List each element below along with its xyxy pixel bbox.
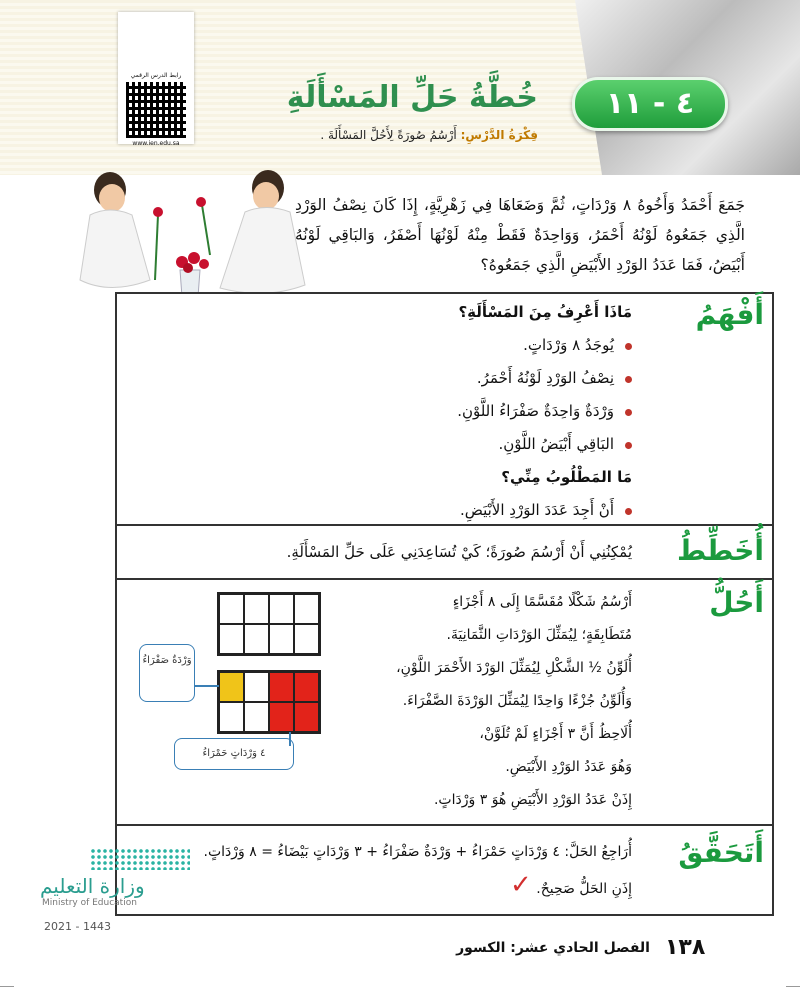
boy-robe bbox=[80, 210, 150, 288]
red-cell bbox=[294, 672, 319, 702]
fact-item: البَاقِي أَبْيَضُ اللَّوْنِ. bbox=[152, 428, 632, 461]
understand-heading: أَفْهَمُ bbox=[695, 298, 764, 331]
plan-section bbox=[115, 524, 774, 582]
solve-line: أُلَاحِظُ أَنَّ ٣ أَجْزَاءٍ لَمْ تُلَوَّنْ، bbox=[479, 726, 632, 742]
lesson-idea-label: فِكْرَةُ الدَّرْسِ: bbox=[460, 128, 538, 142]
solve-line: أَرْسُمُ شَكْلًا مُقَسَّمًا إِلَى ٨ أَجْزَاءٍ bbox=[452, 594, 632, 610]
understand-section bbox=[115, 292, 774, 528]
rose-stem bbox=[155, 215, 158, 280]
red-cell bbox=[269, 702, 294, 732]
grid-cell bbox=[269, 594, 294, 624]
white-cell bbox=[219, 702, 244, 732]
check-section bbox=[115, 824, 774, 916]
known-question: مَاذَا أَعْرِفُ مِنَ المَسْأَلَةِ؟ bbox=[458, 303, 632, 321]
solve-heading: أَحُلُّ bbox=[709, 586, 764, 619]
callout-connector bbox=[289, 732, 291, 746]
yellow-cell bbox=[219, 672, 244, 702]
fact-item: وَرْدَةٌ وَاحِدَةٌ صَفْرَاءُ اللَّوْنِ. bbox=[152, 395, 632, 428]
plan-heading: أُخَطِّطُ bbox=[676, 534, 764, 567]
ministry-logo bbox=[40, 848, 160, 918]
lesson-idea-text: أَرْسُمُ صُورَةً لِأَحُلَّ المَسْأَلَةَ . bbox=[320, 128, 457, 142]
checkmark-icon: ✓ bbox=[510, 870, 532, 900]
problem-statement: جَمَعَ أَحْمَدُ وَأَخُوهُ ٨ وَرْدَاتٍ، ثُمَّ وَضَعَاهَا فِي زَهْرِيَّةٍ، إِذَا كَانَ نِصْفُ الوَرْدِ الَّذِي جَمَعُوهُ لَوْنُهُ أَحْمَرُ، وَوَاحِدَةٌ فَقَطْ مِنْهُ لَوْنُهَا أَصْفَرُ، وَالبَاقِي لَوْنُهُ أَبْيَضُ، فَمَا عَدَدُ الوَرْدِ الأَبْيَضِ الَّذِي جَمَعُوهُ؟ bbox=[295, 196, 745, 274]
qr-url[interactable]: www.ien.edu.sa bbox=[132, 140, 180, 147]
chapter-title: الفصل الحادي عشر: الكسور bbox=[456, 940, 650, 956]
qr-caption: رابط الدرس الرقمي bbox=[130, 72, 182, 79]
ministry-name-en: Ministry of Education bbox=[42, 898, 137, 908]
white-cell bbox=[244, 702, 269, 732]
rose bbox=[199, 259, 209, 269]
solve-steps bbox=[362, 586, 632, 817]
fact-item: يُوجَدُ ٨ وَرْدَاتٍ. bbox=[152, 329, 632, 362]
grid-cell bbox=[294, 624, 319, 654]
white-cell bbox=[244, 672, 269, 702]
solve-line: مُتَطَابِقَةٍ؛ لِيُمَثِّلَ الوَرْدَاتِ الثَّمَانِيَةَ. bbox=[446, 627, 632, 643]
solve-line: إِذَنْ عَدَدُ الوَرْدِ الأَبْيَضِ هُوَ ٣ وَرْدَاتٍ. bbox=[433, 792, 632, 808]
solve-line: أُلَوِّنُ ½ الشَّكْلِ لِيُمَثِّلَ الوَرْدَ الأَحْمَرَ اللَّوْنِ، bbox=[396, 660, 632, 676]
rose-stem bbox=[202, 205, 210, 255]
lesson-number-badge bbox=[572, 77, 728, 131]
goal-question: مَا المَطْلُوبُ مِنِّي؟ bbox=[501, 468, 632, 486]
qr-card[interactable] bbox=[118, 12, 194, 147]
boy-face bbox=[99, 184, 125, 212]
rose bbox=[188, 252, 200, 264]
yellow-callout-text: وَرْدَةٌ صَفْرَاءُ bbox=[142, 655, 192, 666]
check-content bbox=[132, 836, 632, 906]
red-cell bbox=[269, 672, 294, 702]
grid-cell bbox=[219, 624, 244, 654]
crop-mark bbox=[786, 986, 800, 987]
grid-cell bbox=[269, 624, 294, 654]
empty-grid-diagram bbox=[217, 592, 321, 656]
solve-section bbox=[115, 578, 774, 828]
grid-cell bbox=[294, 594, 319, 624]
solve-line: وَأُلَوِّنُ جُزْءًا وَاحِدًا لِيُمَثِّلَ الوَرْدَةَ الصَّفْرَاءَ. bbox=[402, 693, 632, 709]
fact-item: نِصْفُ الوَرْدِ لَوْنُهُ أَحْمَرُ. bbox=[152, 362, 632, 395]
boys-with-roses-illustration bbox=[70, 170, 310, 310]
check-line bbox=[132, 869, 632, 906]
grid-cell bbox=[244, 594, 269, 624]
rose bbox=[153, 207, 163, 217]
yellow-rose-callout bbox=[139, 644, 195, 702]
check-line: أُرَاجِعُ الحَلَّ: ٤ وَرْدَاتٍ حَمْرَاءُ + وَرْدَةٌ صَفْرَاءُ + ٣ وَرْدَاتٍ بَيْضَاءُ = ٨ وَرْدَاتٍ. bbox=[203, 844, 632, 860]
rose bbox=[183, 263, 193, 273]
callout-connector bbox=[195, 685, 219, 687]
ministry-logo-dots bbox=[90, 848, 190, 870]
ministry-name-ar: وزارة التعليم bbox=[40, 874, 145, 898]
check-conclusion: إِذَنِ الحَلُّ صَحِيحٌ. bbox=[536, 881, 632, 897]
plan-text: يُمْكِنُنِي أَنْ أَرْسُمَ صُورَةً؛ كَيْ تُسَاعِدَنِي عَلَى حَلِّ المَسْأَلَةِ. bbox=[286, 543, 632, 561]
red-callout-text: ٤ وَرْدَاتٍ حَمْرَاءُ bbox=[202, 748, 266, 759]
rose bbox=[196, 197, 206, 207]
check-heading: أَتَحَقَّقُ bbox=[678, 836, 764, 869]
grid-cell bbox=[219, 594, 244, 624]
boy-robe bbox=[220, 208, 305, 294]
boy-face bbox=[253, 182, 279, 210]
page-number: ١٣٨ bbox=[665, 935, 706, 960]
colored-grid-diagram bbox=[217, 670, 321, 734]
understand-content bbox=[152, 296, 632, 527]
red-cell bbox=[294, 702, 319, 732]
edition-year: 2021 - 1443 bbox=[44, 920, 111, 933]
goal-item: أَنْ أَجِدَ عَدَدَ الوَرْدِ الأَبْيَضِ. bbox=[152, 494, 632, 527]
lesson-title: خُطَّةُ حَلِّ المَسْأَلَةِ bbox=[286, 80, 538, 115]
qr-code-icon[interactable] bbox=[126, 82, 186, 138]
lesson-idea bbox=[320, 128, 538, 142]
lesson-number: ٤ - ١١ bbox=[605, 86, 695, 121]
solve-line: وَهُوَ عَدَدُ الوَرْدِ الأَبْيَضِ. bbox=[505, 759, 632, 775]
grid-cell bbox=[244, 624, 269, 654]
crop-mark bbox=[0, 986, 14, 987]
red-roses-callout bbox=[174, 738, 294, 770]
